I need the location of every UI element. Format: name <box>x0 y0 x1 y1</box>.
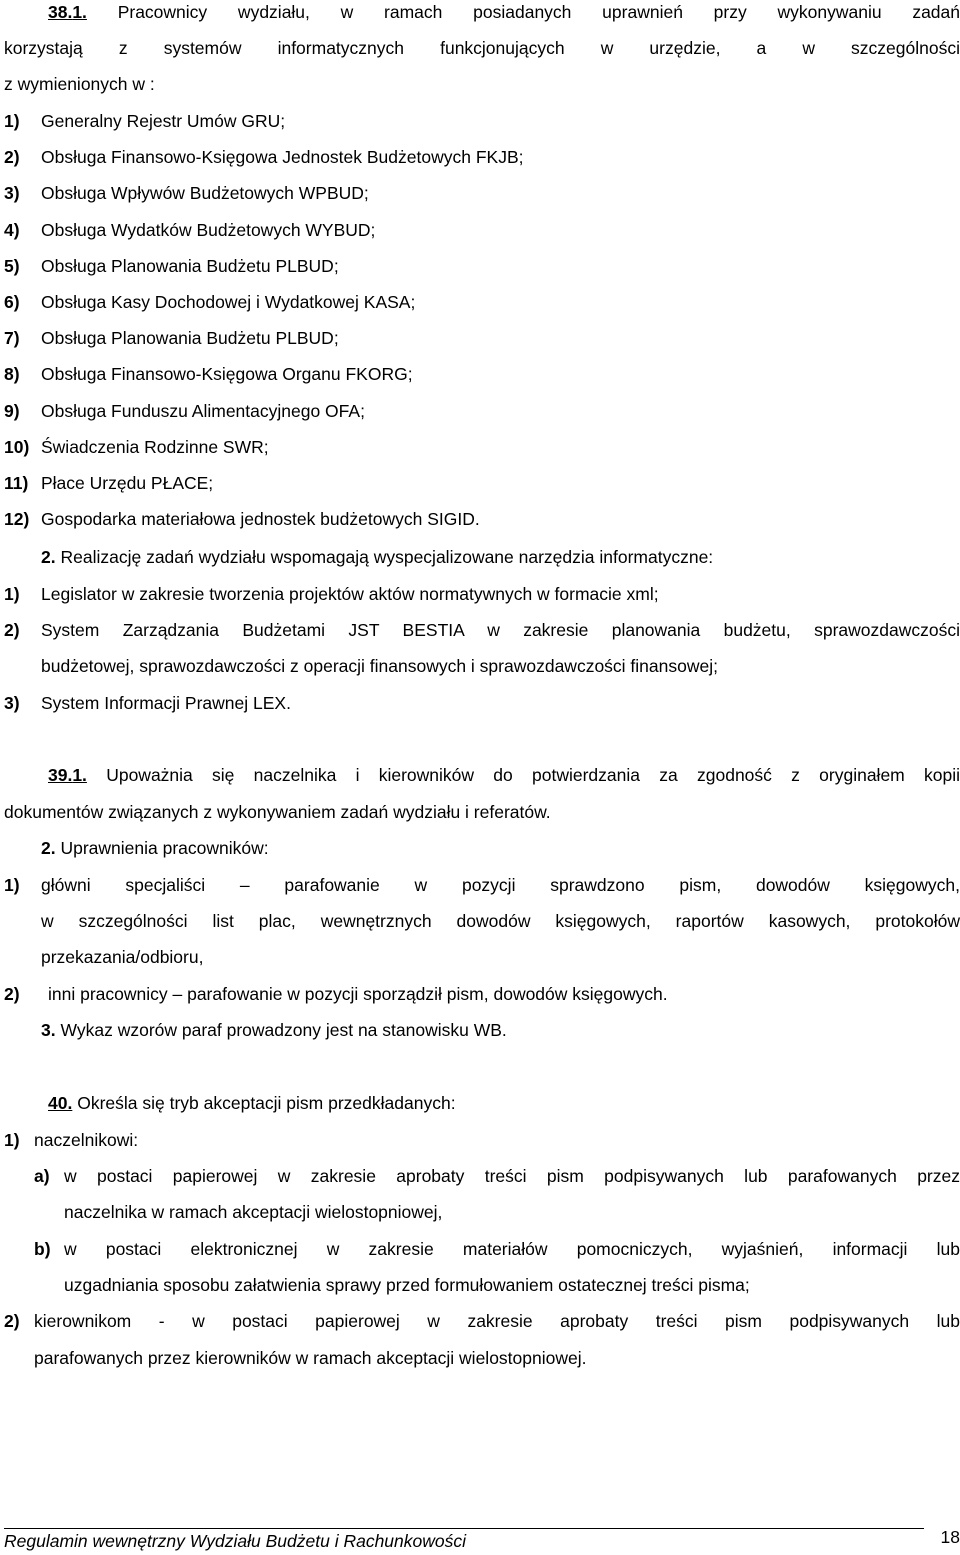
section-39-point3 <box>41 1018 960 1042</box>
section-38-para1-line3: z wymienionych w : <box>4 74 155 94</box>
acceptance-sub-b-line1 <box>4 1237 960 1261</box>
system-list-item <box>4 218 960 242</box>
tool-item-2-number: 2) <box>4 620 20 640</box>
system-list-item-text: Obsługa Finansowo-Księgowa Jednostek Budżetowych FKJB; <box>41 147 524 167</box>
acceptance-sub-a-line1 <box>4 1164 960 1188</box>
system-list-item-text: Obsługa Kasy Dochodowej i Wydatkowej KASA; <box>41 292 416 312</box>
acceptance-item-2-text-cont: parafowanych przez kierowników w ramach akceptacji wielostopniowej. <box>34 1348 587 1368</box>
tool-item-2-line1 <box>4 618 960 642</box>
system-list-item-text: Obsługa Wydatków Budżetowych WYBUD; <box>41 220 376 240</box>
section-39-line1 <box>48 763 960 787</box>
acceptance-sub-a-number: a) <box>34 1166 50 1186</box>
system-list-item <box>4 362 960 386</box>
system-list-item-text: Obsługa Planowania Budżetu PLBUD; <box>41 256 339 276</box>
system-list-item <box>4 399 960 423</box>
system-list-item-number: 9) <box>4 401 20 421</box>
rights-item-1-text-cont2: przekazania/odbioru, <box>41 947 204 967</box>
tool-item-2-line2 <box>4 654 960 678</box>
acceptance-sub-b-text: w postaci elektronicznej w zakresie materiałów pomocniczych, wyjaśnień, informacji lub <box>64 1239 960 1259</box>
acceptance-item-2-number: 2) <box>4 1311 20 1331</box>
tool-item-1 <box>4 582 960 606</box>
system-list-item <box>4 471 960 495</box>
section-38-para1-line2: korzystają z systemów informatycznych funkcjonujących w urzędzie, a w szczególności <box>4 38 960 58</box>
system-list-item-number: 1) <box>4 111 20 131</box>
section-38-para1-text: Pracownicy wydziału, w ramach posiadanych uprawnień przy wykonywaniu zadań <box>117 2 960 22</box>
acceptance-sub-b-line2 <box>4 1273 960 1297</box>
rights-item-2 <box>4 982 960 1006</box>
tool-item-3-text: System Informacji Prawnej LEX. <box>41 693 291 713</box>
tool-item-1-number: 1) <box>4 584 20 604</box>
tool-item-2-text: System Zarządzania Budżetami JST BESTIA w zakresie planowania budżetu, sprawozdawczości <box>41 620 960 640</box>
system-list-item-text: Obsługa Planowania Budżetu PLBUD; <box>41 328 339 348</box>
section-39-point2 <box>41 836 960 860</box>
system-list-item-number: 6) <box>4 292 20 312</box>
acceptance-sub-a-text-cont: naczelnika w ramach akceptacji wielostopniowej, <box>64 1202 443 1222</box>
section-39-number: 39.1. <box>48 765 87 785</box>
acceptance-sub-a-line2 <box>4 1200 960 1224</box>
system-list-item-number: 2) <box>4 147 20 167</box>
footer-title: Regulamin wewnętrzny Wydziału Budżetu i Rachunkowości <box>4 1531 467 1551</box>
system-list-item-number: 5) <box>4 256 20 276</box>
system-list-item <box>4 181 960 205</box>
acceptance-item-2-line1 <box>4 1309 960 1333</box>
system-list-item <box>4 109 960 133</box>
system-list-item-number: 7) <box>4 328 20 348</box>
section-39-point2-number: 2. <box>41 838 56 858</box>
system-list-item-text: Obsługa Wpływów Budżetowych WPBUD; <box>41 183 369 203</box>
section-39-point3-text: Wykaz wzorów paraf prowadzony jest na stanowisku WB. <box>60 1020 507 1040</box>
section-40-number: 40. <box>48 1093 73 1113</box>
section-39-line2: dokumentów związanych z wykonywaniem zadań wydziału i referatów. <box>4 802 551 822</box>
tool-item-3-number: 3) <box>4 693 20 713</box>
acceptance-item-1 <box>4 1128 960 1152</box>
system-list-item-text: Płace Urzędu PŁACE; <box>41 473 214 493</box>
section-39-point2-text: Uprawnienia pracowników: <box>60 838 269 858</box>
section-39-text: Upoważnia się naczelnika i kierowników do potwierdzania za zgodność z oryginałem kopii <box>106 765 960 785</box>
system-list-item <box>4 145 960 169</box>
system-list-item-text: Świadczenia Rodzinne SWR; <box>41 437 269 457</box>
system-list-item-number: 3) <box>4 183 20 203</box>
rights-item-1-number: 1) <box>4 875 20 895</box>
section-38-number: 38.1. <box>48 2 87 22</box>
system-list-item-number: 12) <box>4 509 30 529</box>
tool-item-3 <box>4 691 960 715</box>
rights-item-2-text: inni pracownicy – parafowanie w pozycji sporządził pism, dowodów księgowych. <box>48 984 668 1004</box>
system-list-item <box>4 435 960 459</box>
system-list-item-text: Gospodarka materiałowa jednostek budżetowych SIGID. <box>41 509 480 529</box>
rights-item-1-text-cont: w szczególności list plac, wewnętrznych dowodów księgowych, raportów kasowych, protokołów <box>41 911 960 931</box>
rights-item-2-number: 2) <box>4 984 20 1004</box>
rights-item-1-text: główni specjaliści – parafowanie w pozycji sprawdzono pism, dowodów księgowych, <box>41 875 960 895</box>
acceptance-item-2-line2 <box>4 1346 960 1370</box>
acceptance-sub-a-text: w postaci papierowej w zakresie aprobaty treści pism podpisywanych lub parafowanych przez <box>64 1166 960 1186</box>
acceptance-sub-b-text-cont: uzgadniania sposobu załatwienia sprawy przed formułowaniem ostatecznej treści pisma; <box>64 1275 750 1295</box>
rights-item-1-line3 <box>4 945 960 969</box>
system-list-item <box>4 507 960 531</box>
section-40-intro-text: Określa się tryb akceptacji pism przedkładanych: <box>77 1093 456 1113</box>
system-list-item-text: Generalny Rejestr Umów GRU; <box>41 111 286 131</box>
system-list-item-number: 11) <box>4 473 29 493</box>
section-38-point2-number: 2. <box>41 547 56 567</box>
system-list-item <box>4 254 960 278</box>
section-38-point2-text: Realizację zadań wydziału wspomagają wyspecjalizowane narzędzia informatyczne: <box>60 547 714 567</box>
system-list-item <box>4 290 960 314</box>
page-number: 18 <box>940 1527 960 1547</box>
tool-item-1-text: Legislator w zakresie tworzenia projektów aktów normatywnych w formacie xml; <box>41 584 659 604</box>
system-list-item-number: 4) <box>4 220 20 240</box>
acceptance-item-1-number: 1) <box>4 1130 20 1150</box>
system-list-item <box>4 326 960 350</box>
system-list-item-text: Obsługa Finansowo-Księgowa Organu FKORG; <box>41 364 413 384</box>
acceptance-sub-b-number: b) <box>34 1239 51 1259</box>
system-list-item-number: 10) <box>4 437 30 457</box>
section-40-intro <box>48 1091 960 1115</box>
section-38-point2 <box>41 545 960 569</box>
acceptance-item-2-text: kierownikom - w postaci papierowej w zakresie aprobaty treści pism podpisywanych lub <box>34 1311 960 1331</box>
rights-item-1-line1 <box>4 873 960 897</box>
section-39-point3-number: 3. <box>41 1020 56 1040</box>
tool-item-2-text-cont: budżetowej, sprawozdawczości z operacji finansowych i sprawozdawczości finansowej; <box>41 656 718 676</box>
system-list-item-text: Obsługa Funduszu Alimentacyjnego OFA; <box>41 401 365 421</box>
acceptance-item-1-text: naczelnikowi: <box>34 1130 139 1150</box>
section-38-para1-line1 <box>48 0 960 24</box>
rights-item-1-line2 <box>4 909 960 933</box>
system-list-item-number: 8) <box>4 364 20 384</box>
